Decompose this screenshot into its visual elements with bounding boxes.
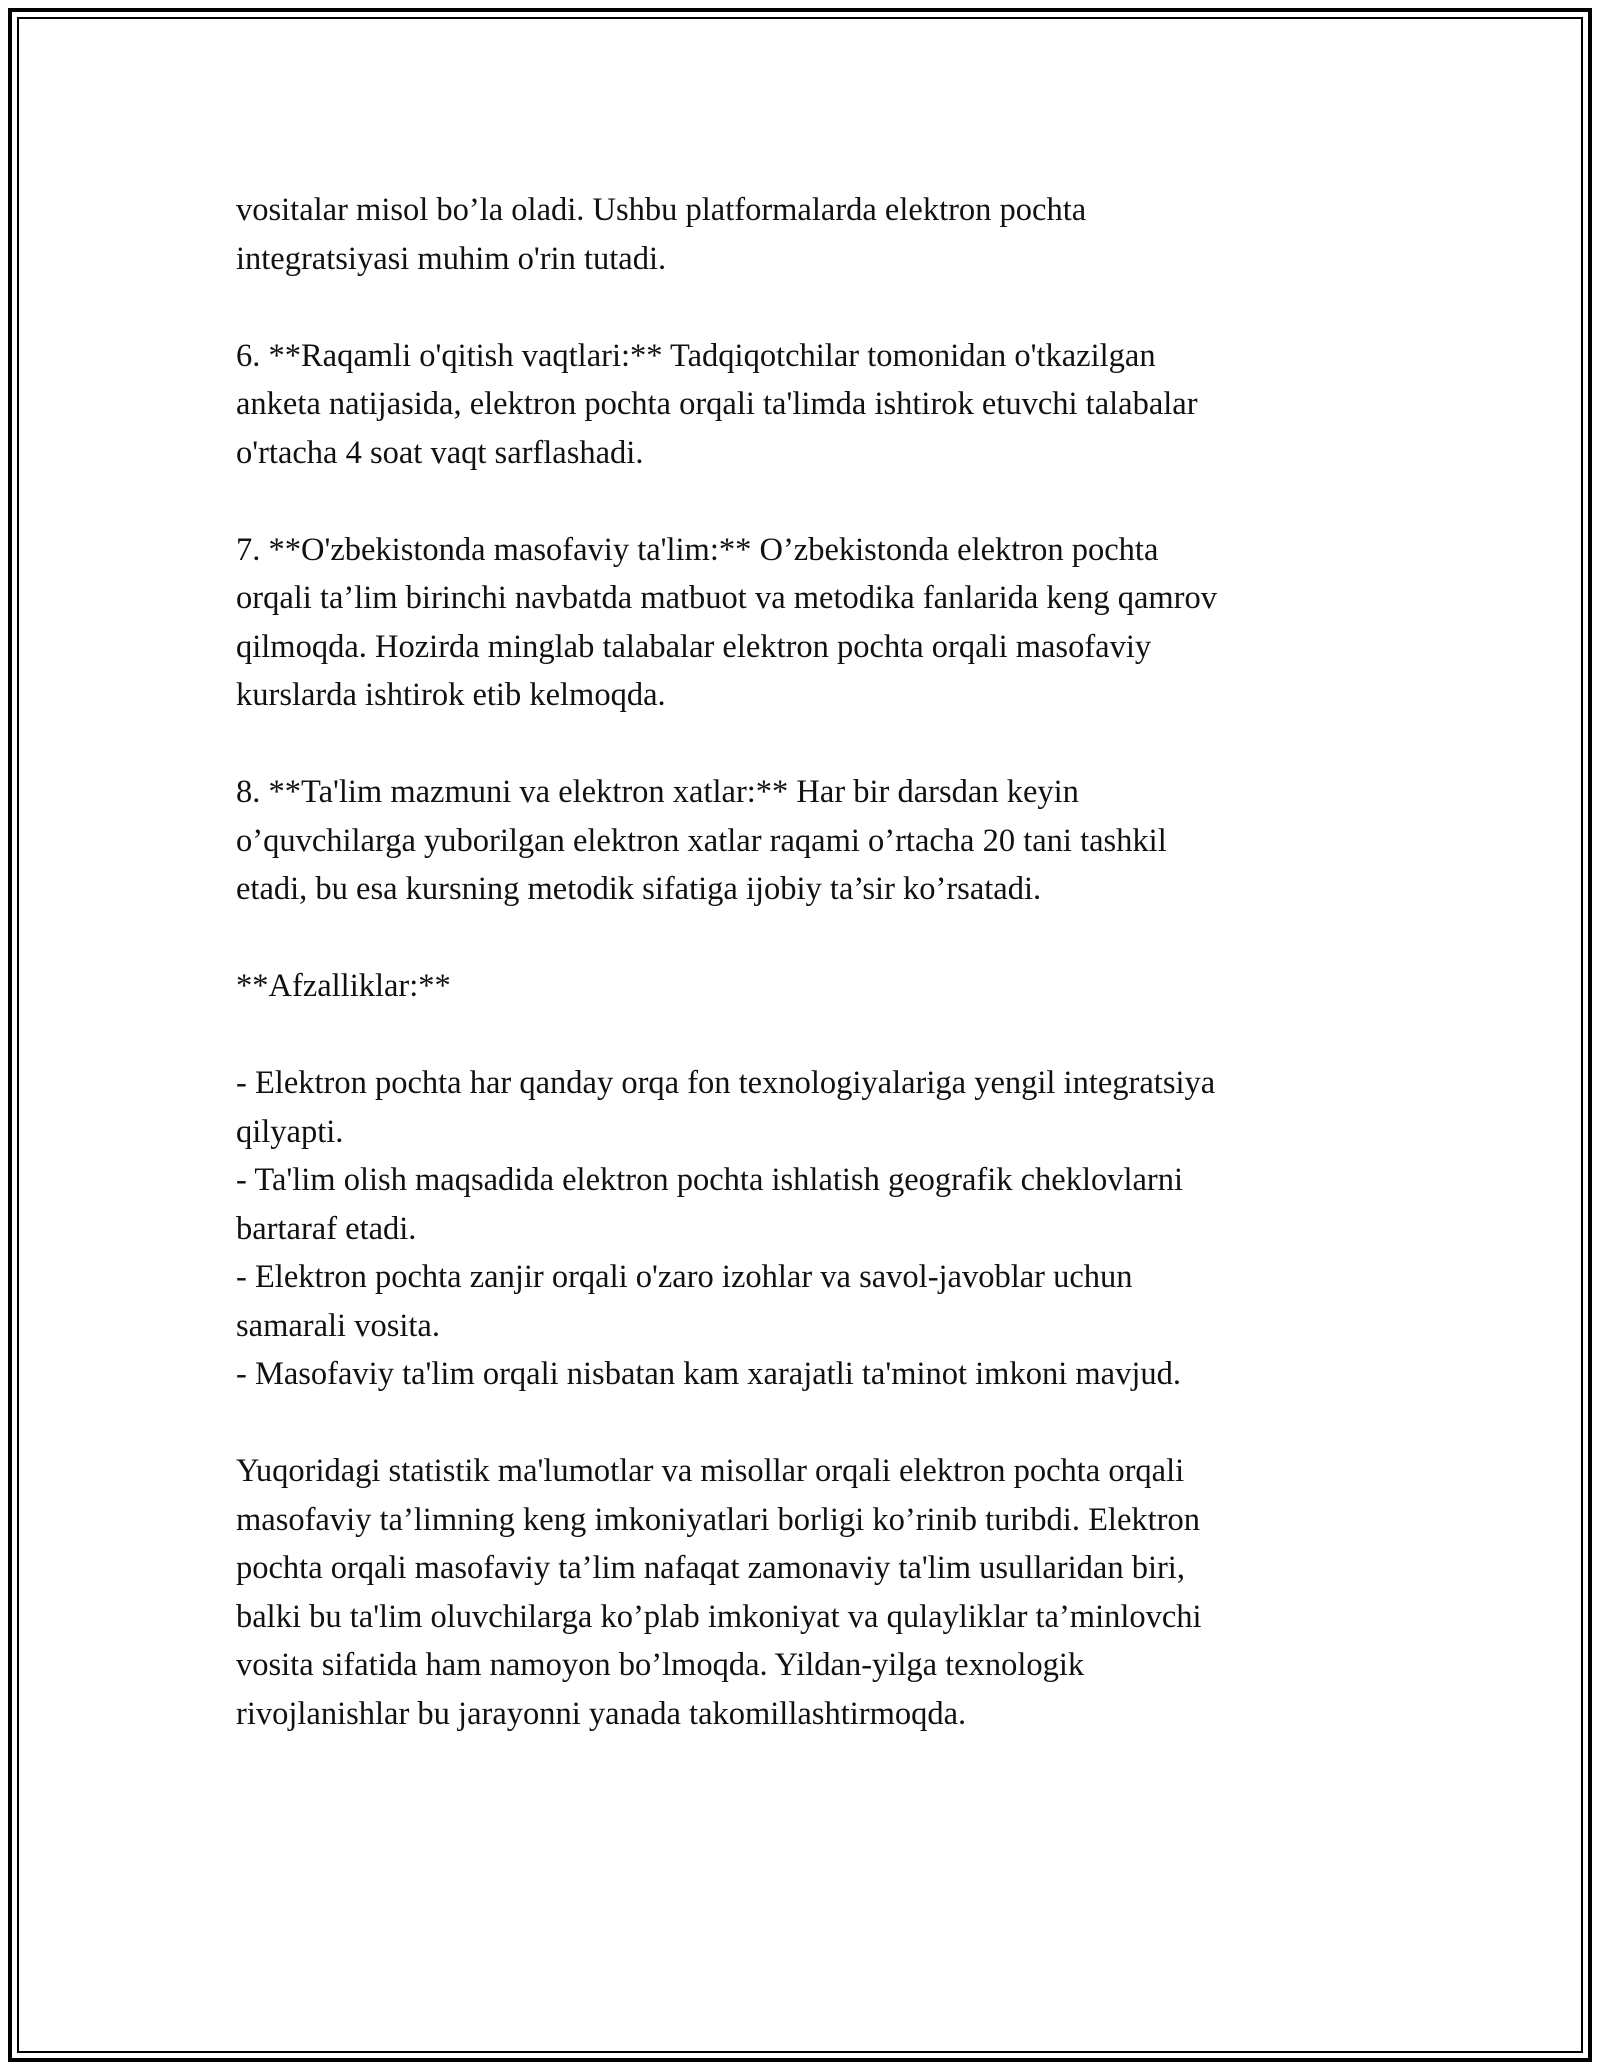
text-line: etadi, bu esa kursning metodik sifatiga ijobiy ta’sir ko’rsatadi. [236,871,1042,907]
text-line: Yuqoridagi statistik ma'lumotlar va misollar orqali elektron pochta orqali [236,1453,1185,1489]
text-line: anketa natijasida, elektron pochta orqali ta'limda ishtirok etuvchi talabalar [236,386,1198,422]
text-line: kurslarda ishtirok etib kelmoqda. [236,677,666,713]
paragraph-gap [236,1011,1366,1060]
list-item-line: - Elektron pochta zanjir orqali o'zaro izohlar va savol-javoblar uchun [236,1259,1133,1295]
list-item-line: samarali vosita. [236,1307,440,1344]
list-item-line: - Elektron pochta har qanday orqa fon texnologiyalariga yengil integratsiya [236,1065,1216,1101]
paragraph-item-8 [236,768,1366,914]
text-line: 7. **O'zbekistonda masofaviy ta'lim:** O’zbekistonda elektron pochta [236,531,1159,568]
text-line: qilmoqda. Hozirda minglab talabalar elektron pochta orqali masofaviy [236,628,1152,665]
advantages-list [236,1059,1366,1399]
list-item-line: - Masofaviy ta'lim orqali nisbatan kam xarajatli ta'minot imkoni mavjud. [236,1356,1181,1392]
text-line: 8. **Ta'lim mazmuni va elektron xatlar:** Har bir darsdan keyin [236,774,1079,810]
text-line: vosita sifatida ham namoyon bo’lmoqda. Yildan-yilga texnologik [236,1647,1085,1683]
text-line: 6. **Raqamli o'qitish vaqtlari:** Tadqiqotchilar tomonidan o'tkazilgan [236,337,1156,374]
paragraph-item-7 [236,526,1366,720]
list-item-line: qilyapti. [236,1113,344,1150]
paragraph-gap [236,283,1366,332]
paragraph-item-6 [236,332,1366,478]
text-line: masofaviy ta’limning keng imkoniyatlari borligi ko’rinib turibdi. Elektron [236,1501,1200,1538]
text-line: vositalar misol bo’la oladi. Ushbu platformalarda elektron pochta [236,192,1087,228]
text-line: balki bu ta'lim oluvchilarga ko’plab imkoniyat va qulayliklar ta’minlovchi [236,1598,1202,1635]
paragraph-gap [236,1399,1366,1448]
text-line: pochta orqali masofaviy ta’lim nafaqat zamonaviy ta'lim usullaridan biri, [236,1550,1185,1586]
text-line: integratsiyasi muhim o'rin tutadi. [236,240,667,277]
section-heading-advantages [236,962,1366,1011]
text-line: o'rtacha 4 soat vaqt sarflashadi. [236,434,644,471]
list-item-line: bartaraf etadi. [236,1210,417,1247]
paragraph-gap [236,477,1366,526]
text-line: **Afzalliklar:** [236,968,451,1004]
text-line: rivojlanishlar bu jarayonni yanada takomillashtirmoqda. [236,1695,967,1732]
paragraph-gap [236,914,1366,963]
paragraph-conclusion [236,1447,1366,1738]
text-line: orqali ta’lim birinchi navbatda matbuot va metodika fanlarida keng qamrov [236,580,1217,616]
text-line: o’quvchilarga yuborilgan elektron xatlar raqami o’rtacha 20 tani tashkil [236,822,1167,859]
list-item-line: - Ta'lim olish maqsadida elektron pochta ishlatish geografik cheklovlarni [236,1162,1184,1198]
document-body [236,186,1366,1738]
paragraph-gap [236,720,1366,769]
paragraph-intro-continuation [236,186,1366,283]
